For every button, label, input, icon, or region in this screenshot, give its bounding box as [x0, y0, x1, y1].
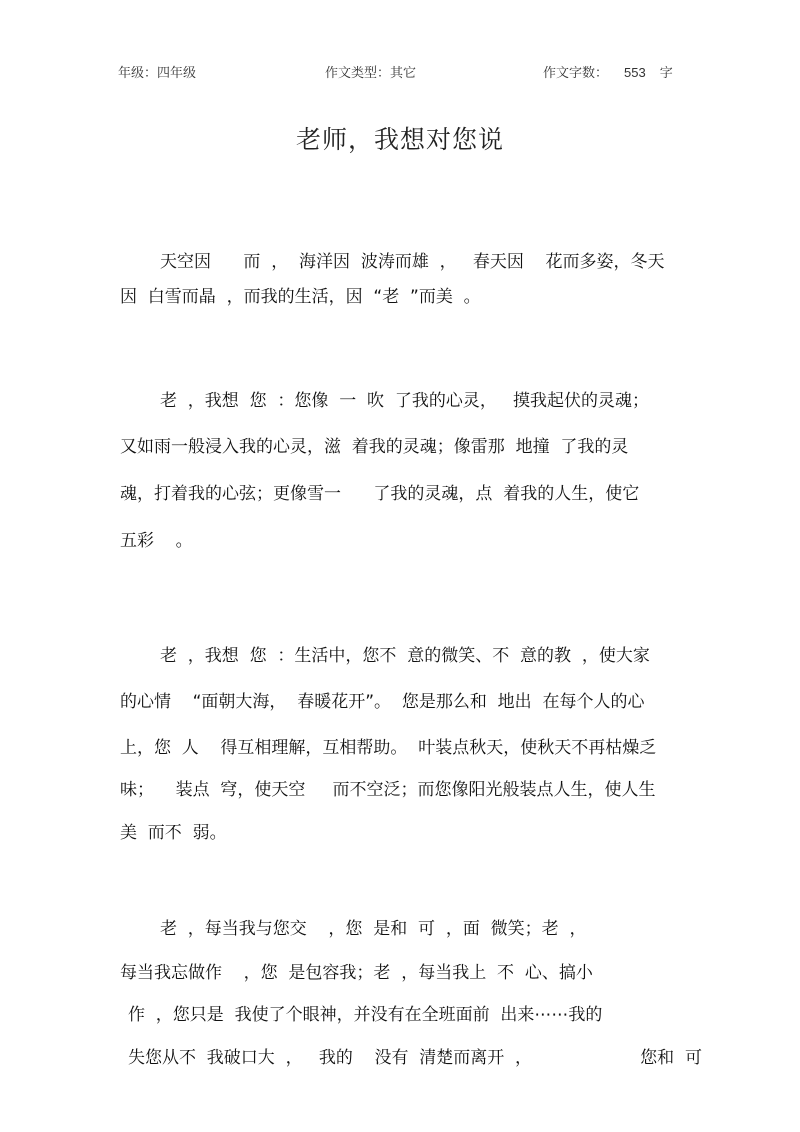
word-count-value: 553 — [624, 65, 646, 80]
word-count-unit: 字 — [659, 66, 673, 81]
paragraph-2-line-2: 又如雨一般浸入我的心灵，滋 着我的灵魂；像雷那 地撞 了我的灵 — [120, 437, 629, 457]
paragraph-2-line-4: 五彩 。 — [120, 531, 193, 551]
paragraph-1-line-2: 因 白雪而晶 ，而我的生活，因 “老 ”而美 。 — [120, 287, 481, 307]
paragraph-4-line-3: 作 ，您只是 我使了个眼神，并没有在全班面前 出来⋯⋯我的 — [128, 1005, 603, 1025]
meta-word-count — [543, 62, 673, 81]
paragraph-4-line-2: 每当我忘做作 ，您 是包容我；老 ，每当我上 不 心、搞小 — [120, 963, 593, 983]
word-count-label: 作文字数： — [543, 66, 609, 81]
paragraph-3-line-4: 味； 装点 穹，使天空 而不空泛；而您像阳光般装点人生，使人生 — [120, 780, 656, 800]
meta-essay-type: 作文类型：其它 — [325, 66, 417, 81]
paragraph-3-line-1: 老 ，我想 您 ：生活中，您不 意的微笑、不 意的教 ，使大家 — [160, 646, 650, 666]
paragraph-2-line-1: 老 ，我想 您 ：您像 一 吹 了我的心灵， 摸我起伏的灵魂； — [160, 391, 650, 411]
paragraph-4-line-1: 老 ，每当我与您交 ，您 是和 可 ，面 微笑；老 ， — [160, 919, 587, 939]
paragraph-3-line-3: 上，您 人 得互相理解，互相帮助。 叶装点秋天，使秋天不再枯燥乏 — [120, 738, 657, 758]
paragraph-1-line-1: 天空因 而 ， 海洋因 波涛而雄 ， 春天因 花而多姿，冬天 — [160, 252, 665, 272]
paragraph-3-line-5: 美 而不 弱。 — [120, 823, 227, 843]
paragraph-2-line-3: 魂，打着我的心弦；更像雪一 了我的灵魂，点 着我的人生，使它 — [120, 484, 640, 504]
paragraph-4-line-4: 失您从不 我破口大 ， 我的 没有 清楚而离开 ， 您和 可 — [128, 1048, 702, 1068]
meta-grade: 年级：四年级 — [118, 66, 197, 81]
essay-title: 老师，我想对您说 — [295, 125, 504, 154]
paragraph-3-line-2: 的心情 “面朝大海， 春暖花开”。 您是那么和 地出 在每个人的心 — [120, 692, 645, 712]
